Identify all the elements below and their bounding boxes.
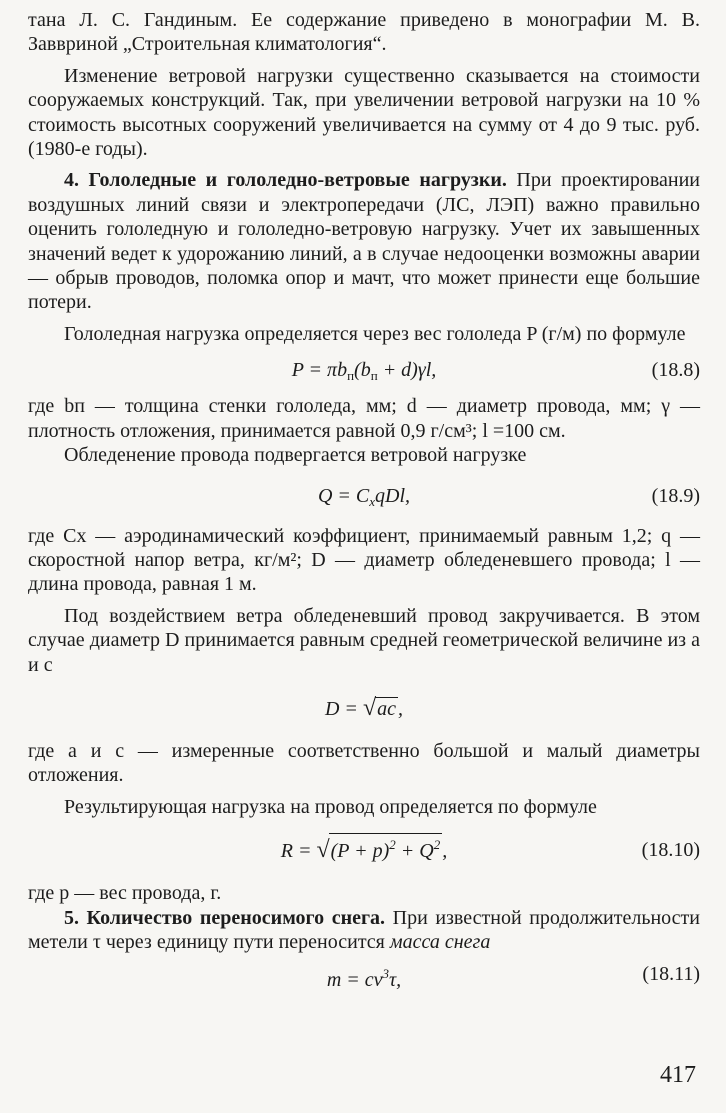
page-number: 417 <box>660 1062 696 1088</box>
paragraph-ice-loads <box>28 168 700 314</box>
paragraph-snow-transport <box>28 906 700 955</box>
formula-18-8 <box>28 346 700 394</box>
formula-diameter-expression: D = √ac , <box>324 694 403 721</box>
paragraph-wire-weight: где p — вес провода, г. <box>28 882 222 905</box>
paragraph-ice-weight-intro: Гололедная нагрузка определяется через вес гололеда P (г/м) по формуле <box>64 322 686 345</box>
paragraph-resulting-load: Результирующая нагрузка на провод определяется по формуле <box>64 795 597 818</box>
formula-18-10-number: (18.10) <box>641 839 700 862</box>
paragraph-diameter-legend: где a и c — измеренные соответственно большой и малый диаметры отложения. <box>28 739 700 787</box>
section-heading-4: 4. Гололедные и гололедно-ветровые нагрузки. <box>64 169 507 192</box>
formula-18-11 <box>28 954 700 994</box>
section-heading-5: 5. Количество переносимого снега. <box>64 906 386 929</box>
paragraph-wind-legend: где Cx — аэродинамический коэффициент, принимаемый равным 1,2; q — скоростной напор ветра, кг/м²; D — диаметр обледеневшего провода; l — длина провода, равная 1 м. <box>28 524 700 596</box>
formula-18-11-number: (18.11) <box>642 963 700 986</box>
formula-18-10 <box>28 819 700 881</box>
formula-18-9-number: (18.9) <box>651 484 700 507</box>
paragraph-ice-loads-text: При проектировании воздушных линий связи и электропередачи (ЛС, ЛЭП) важно правильно оценить гололедную и гололедно-ветровую нагрузку. Учет их завышенных значений ведет к удорожанию линий, а в случае недооценки возможны аварии — обрыв проводов, поломка опор и мачт, что может принести еще большие потери. <box>28 169 700 314</box>
formula-18-9 <box>28 468 700 524</box>
formula-18-11-expression: $m = cv^3\tau$, <box>326 966 402 992</box>
paragraph-ice-weight-legend: где bп — толщина стенки гололеда, мм; d — диаметр провода, мм; γ — плотность отложения, принимается равной 0,9 г/см³; l =100 см. <box>28 395 700 442</box>
paragraph-snow-transport-text: При известной продолжительности метели τ через единицу пути переносится <box>28 906 700 953</box>
paragraph-twisting: Под воздействием ветра обледеневший провод закручивается. В этом случае диаметр D принимается равным средней геометрической величине из a и c <box>28 604 700 676</box>
formula-18-9-expression: $Q = C_xqDl$, <box>317 484 411 509</box>
paragraph-continuation: тана Л. С. Гандиным. Ее содержание приведено в монографии М. В. Заввриной „Строительная климатология“. <box>28 9 700 56</box>
snow-mass-term: масса снега <box>389 930 491 953</box>
formula-18-8-expression: $P = \pi b_п(b_п + d)\gamma l$, <box>291 359 437 384</box>
formula-diameter <box>28 677 700 739</box>
page-text <box>28 8 700 994</box>
paragraph-icing-wind: Обледенение провода подвергается ветровой нагрузке <box>64 444 527 467</box>
formula-18-8-number: (18.8) <box>651 359 700 382</box>
paragraph-wind-cost: Изменение ветровой нагрузки существенно сказывается на стоимости сооружаемых конструкций. Так, при увеличении ветровой нагрузки на 10 % стоимость высотных сооружений увеличивается на сумму от 4 до 9 тыс. руб. (1980-е годы). <box>28 64 700 161</box>
formula-18-10-expression: $R = √(P + p)^2 + Q^2$ , <box>28 819 700 882</box>
